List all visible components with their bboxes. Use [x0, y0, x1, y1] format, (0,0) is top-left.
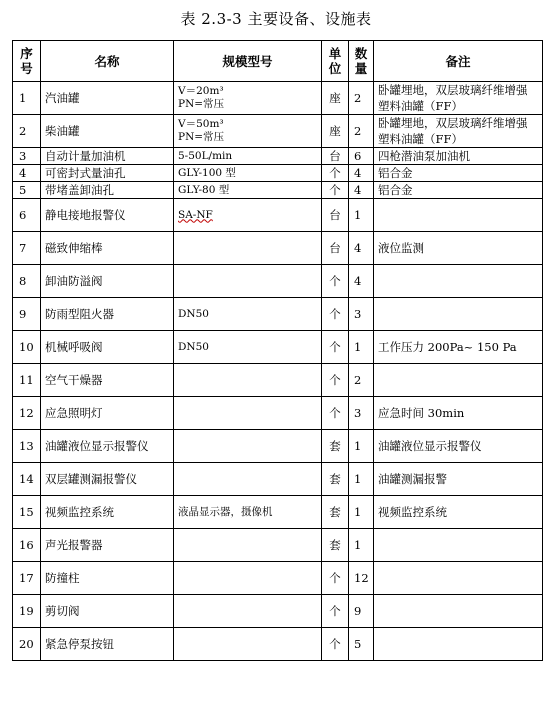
- cell-name: 可密封式量油孔: [41, 165, 174, 182]
- cell-unit: 座: [322, 82, 349, 115]
- cell-seq: 1: [13, 82, 41, 115]
- cell-note: 油罐测漏报警: [374, 463, 543, 496]
- cell-spec: [174, 595, 322, 628]
- table-row: [13, 397, 543, 430]
- cell-name: 磁致伸缩棒: [41, 232, 174, 265]
- cell-note: 应急时间 30min: [374, 397, 543, 430]
- cell-note: [374, 628, 543, 661]
- cell-qty: 3: [349, 298, 374, 331]
- header-qty: 数量: [349, 41, 374, 82]
- spec-line: 液晶显示器，摄像机: [178, 505, 273, 518]
- cell-name: 声光报警器: [41, 529, 174, 562]
- cell-seq: 6: [13, 199, 41, 232]
- cell-note: 铝合金: [374, 165, 543, 182]
- cell-unit: 台: [322, 232, 349, 265]
- cell-qty: 1: [349, 199, 374, 232]
- cell-name: 紧急停泵按钮: [41, 628, 174, 661]
- cell-unit: 套: [322, 496, 349, 529]
- cell-spec: [174, 199, 322, 232]
- spec-line: DN50: [178, 340, 209, 353]
- cell-unit: 台: [322, 199, 349, 232]
- table-row: [13, 199, 543, 232]
- cell-spec: [174, 115, 322, 148]
- cell-unit: 个: [322, 595, 349, 628]
- spec-line: 5-50L/min: [178, 149, 233, 162]
- cell-unit: 套: [322, 463, 349, 496]
- cell-seq: 16: [13, 529, 41, 562]
- cell-name: 油罐液位显示报警仪: [41, 430, 174, 463]
- cell-name: 柴油罐: [41, 115, 174, 148]
- cell-note: [374, 364, 543, 397]
- cell-note: 视频监控系统: [374, 496, 543, 529]
- cell-spec: [174, 232, 322, 265]
- cell-note: 四枪潜油泵加油机: [374, 148, 543, 165]
- header-note: 备注: [374, 41, 543, 82]
- cell-note: 油罐液位显示报警仪: [374, 430, 543, 463]
- cell-name: 机械呼吸阀: [41, 331, 174, 364]
- cell-qty: 2: [349, 364, 374, 397]
- cell-seq: 9: [13, 298, 41, 331]
- cell-unit: 套: [322, 430, 349, 463]
- table-row: [13, 298, 543, 331]
- cell-unit: 个: [322, 331, 349, 364]
- table-body: [13, 82, 543, 661]
- cell-seq: 20: [13, 628, 41, 661]
- cell-seq: 11: [13, 364, 41, 397]
- cell-qty: 1: [349, 496, 374, 529]
- cell-spec: [174, 82, 322, 115]
- cell-name: 卸油防溢阀: [41, 265, 174, 298]
- cell-note: [374, 595, 543, 628]
- table-row: [13, 430, 543, 463]
- cell-note: 卧罐埋地，双层玻璃纤维增强塑料油罐（FF）: [374, 82, 543, 115]
- cell-name: 双层罐测漏报警仪: [41, 463, 174, 496]
- table-row: [13, 182, 543, 199]
- cell-unit: 个: [322, 397, 349, 430]
- table-row: [13, 628, 543, 661]
- cell-spec: [174, 298, 322, 331]
- cell-qty: 1: [349, 529, 374, 562]
- cell-spec: [174, 628, 322, 661]
- cell-seq: 3: [13, 148, 41, 165]
- cell-qty: 1: [349, 463, 374, 496]
- table-row: [13, 562, 543, 595]
- cell-qty: 4: [349, 232, 374, 265]
- cell-seq: 19: [13, 595, 41, 628]
- cell-name: 汽油罐: [41, 82, 174, 115]
- cell-name: 静电接地报警仪: [41, 199, 174, 232]
- cell-name: 剪切阀: [41, 595, 174, 628]
- cell-qty: 1: [349, 331, 374, 364]
- cell-name: 自动计量加油机: [41, 148, 174, 165]
- cell-seq: 14: [13, 463, 41, 496]
- cell-seq: 7: [13, 232, 41, 265]
- spec-line: PN=常压: [178, 98, 225, 110]
- table-header-row: [13, 41, 543, 82]
- cell-spec: [174, 496, 322, 529]
- cell-qty: 9: [349, 595, 374, 628]
- table-row: [13, 529, 543, 562]
- cell-seq: 10: [13, 331, 41, 364]
- cell-seq: 17: [13, 562, 41, 595]
- cell-note: 卧罐埋地，双层玻璃纤维增强塑料油罐（FF）: [374, 115, 543, 148]
- cell-spec: [174, 463, 322, 496]
- cell-unit: 座: [322, 115, 349, 148]
- cell-note: 工作压力 200Pa~ 150 Pa: [374, 331, 543, 364]
- cell-spec: [174, 182, 322, 199]
- cell-seq: 4: [13, 165, 41, 182]
- spec-line: GLY-80 型: [178, 183, 230, 196]
- cell-unit: 套: [322, 529, 349, 562]
- header-name: 名称: [41, 41, 174, 82]
- cell-unit: 个: [322, 165, 349, 182]
- cell-spec: [174, 331, 322, 364]
- spec-line: PN=常压: [178, 131, 225, 143]
- header-seq: 序号: [13, 41, 41, 82]
- cell-unit: 个: [322, 628, 349, 661]
- table-row: [13, 82, 543, 115]
- cell-qty: 1: [349, 430, 374, 463]
- cell-note: [374, 529, 543, 562]
- cell-name: 防撞柱: [41, 562, 174, 595]
- cell-spec: [174, 165, 322, 182]
- cell-qty: 2: [349, 115, 374, 148]
- table-row: [13, 265, 543, 298]
- cell-unit: 个: [322, 562, 349, 595]
- cell-spec: [174, 364, 322, 397]
- table-row: [13, 148, 543, 165]
- cell-unit: 台: [322, 148, 349, 165]
- cell-qty: 4: [349, 265, 374, 298]
- cell-spec: [174, 148, 322, 165]
- cell-seq: 13: [13, 430, 41, 463]
- cell-seq: 12: [13, 397, 41, 430]
- table-row: [13, 364, 543, 397]
- spec-line: V＝20m³: [178, 85, 224, 97]
- table-row: [13, 115, 543, 148]
- spec-line: V＝50m³: [178, 118, 224, 130]
- header-unit: 单位: [322, 41, 349, 82]
- table-row: [13, 463, 543, 496]
- cell-seq: 15: [13, 496, 41, 529]
- cell-spec: [174, 430, 322, 463]
- cell-qty: 5: [349, 628, 374, 661]
- cell-seq: 5: [13, 182, 41, 199]
- cell-unit: 个: [322, 364, 349, 397]
- table-row: [13, 331, 543, 364]
- table-row: [13, 165, 543, 182]
- cell-name: 空气干燥器: [41, 364, 174, 397]
- cell-note: 铝合金: [374, 182, 543, 199]
- cell-spec: [174, 397, 322, 430]
- spec-line: SA-NF: [178, 208, 213, 221]
- cell-unit: 个: [322, 182, 349, 199]
- cell-name: 视频监控系统: [41, 496, 174, 529]
- cell-note: [374, 199, 543, 232]
- table-row: [13, 595, 543, 628]
- cell-note: [374, 562, 543, 595]
- cell-qty: 4: [349, 182, 374, 199]
- spec-line: GLY-100 型: [178, 166, 236, 179]
- cell-name: 应急照明灯: [41, 397, 174, 430]
- cell-spec: [174, 529, 322, 562]
- cell-note: [374, 265, 543, 298]
- equipment-table: [12, 40, 543, 661]
- cell-note: 液位监测: [374, 232, 543, 265]
- cell-name: 防雨型阻火器: [41, 298, 174, 331]
- cell-note: [374, 298, 543, 331]
- cell-qty: 4: [349, 165, 374, 182]
- table-row: [13, 232, 543, 265]
- cell-qty: 6: [349, 148, 374, 165]
- table-title: 表 2.3-3 主要设备、设施表: [180, 10, 372, 28]
- cell-seq: 2: [13, 115, 41, 148]
- cell-unit: 个: [322, 265, 349, 298]
- cell-qty: 3: [349, 397, 374, 430]
- cell-qty: 12: [349, 562, 374, 595]
- header-spec: 规模型号: [174, 41, 322, 82]
- table-row: [13, 496, 543, 529]
- cell-spec: [174, 265, 322, 298]
- spec-line: DN50: [178, 307, 209, 320]
- cell-seq: 8: [13, 265, 41, 298]
- cell-name: 带堵盖卸油孔: [41, 182, 174, 199]
- cell-spec: [174, 562, 322, 595]
- cell-qty: 2: [349, 82, 374, 115]
- cell-unit: 个: [322, 298, 349, 331]
